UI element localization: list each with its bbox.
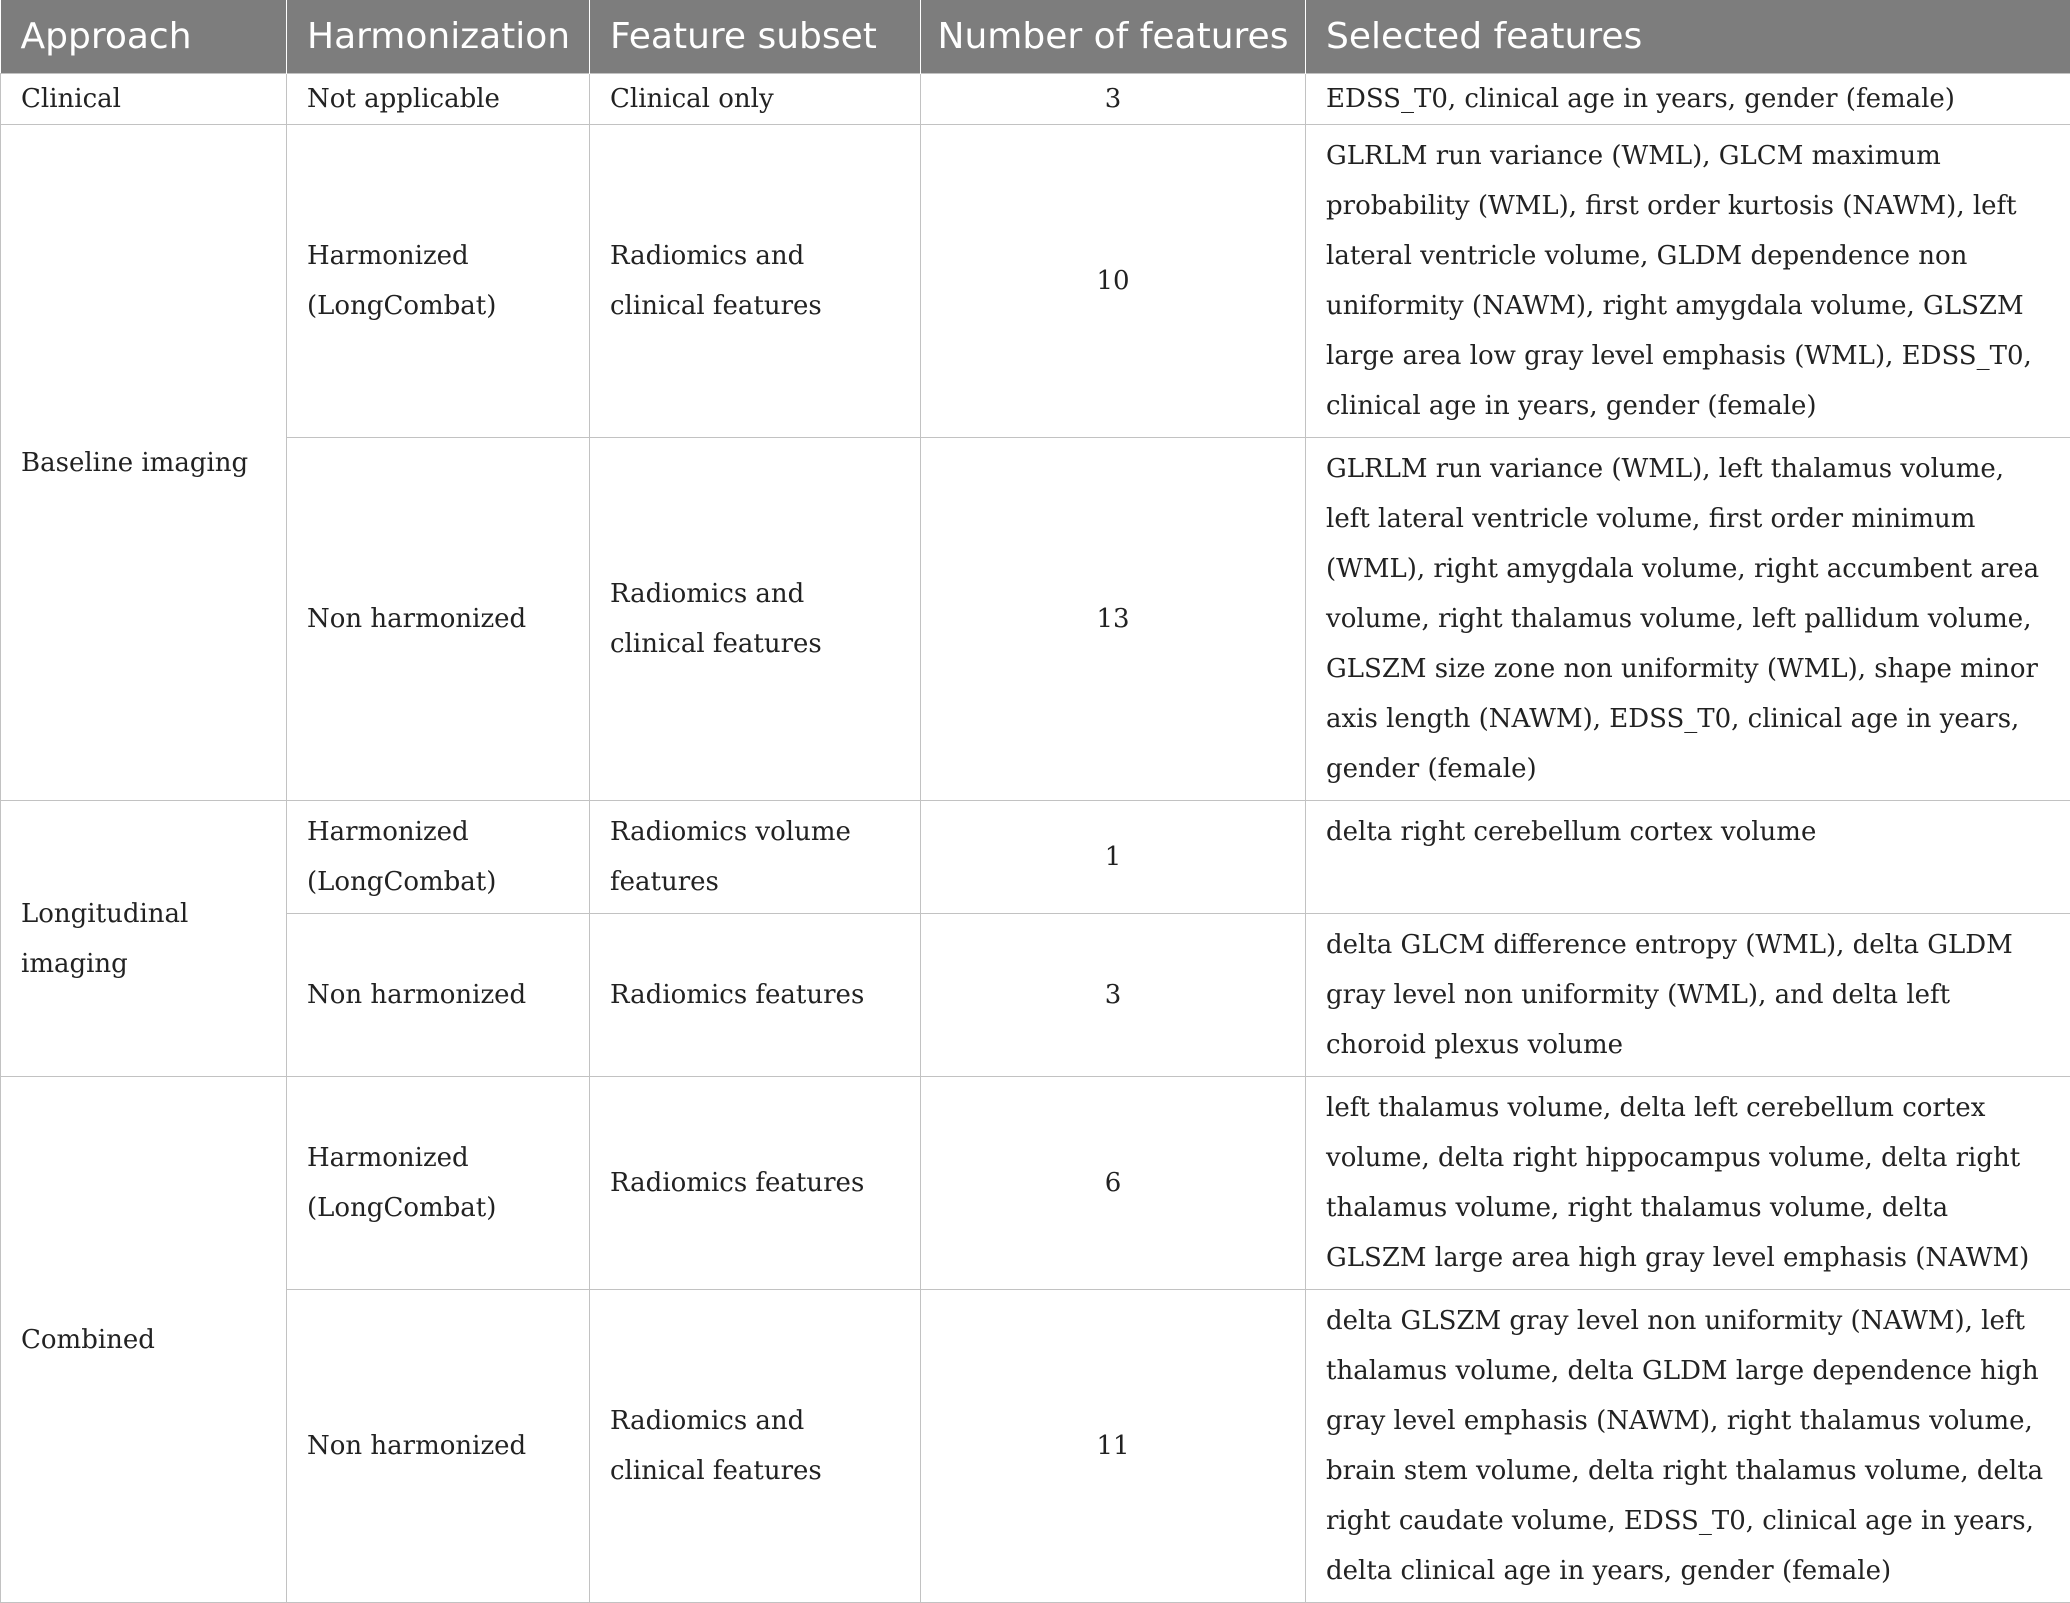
- table-row: [1, 438, 2070, 801]
- selected-features-cell: GLRLM run variance (WML), GLCM maximum probability (WML), first order kurtosis (NAWM), left lateral ventricle volume, GLDM dependence non uniformity (NAWM), right amygdala volume, GLSZM large area low gray level emphasis (WML), EDSS_T0, clinical age in years, gender (female): [1306, 125, 2070, 438]
- header-harmonization: Harmonization: [287, 0, 590, 74]
- approach-cell: Baseline imaging: [1, 125, 287, 801]
- header-selected-features: Selected features: [1306, 0, 2070, 74]
- selected-features-cell: delta GLCM difference entropy (WML), delta GLDM gray level non uniformity (WML), and delta left choroid plexus volume: [1306, 914, 2070, 1077]
- number-of-features-cell: 11: [921, 1290, 1306, 1603]
- approach-cell: Clinical: [1, 74, 287, 125]
- harmonization-cell: Non harmonized: [287, 438, 590, 801]
- harmonization-cell: Not applicable: [287, 74, 590, 125]
- feature-subset-cell: Radiomics and clinical features: [590, 1290, 921, 1603]
- table-row: [1, 74, 2070, 125]
- number-of-features-cell: 13: [921, 438, 1306, 801]
- feature-subset-cell: Radiomics features: [590, 1077, 921, 1290]
- number-of-features-cell: 1: [921, 801, 1306, 914]
- number-of-features-cell: 3: [921, 914, 1306, 1077]
- feature-subset-cell: Radiomics features: [590, 914, 921, 1077]
- approach-cell: Combined: [1, 1077, 287, 1603]
- header-feature-subset: Feature subset: [590, 0, 921, 74]
- selected-features-cell: EDSS_T0, clinical age in years, gender (female): [1306, 74, 2070, 125]
- selected-features-cell: GLRLM run variance (WML), left thalamus volume, left lateral ventricle volume, first order minimum (WML), right amygdala volume, right accumbent area volume, right thalamus volume, left pallidum volume, GLSZM size zone non uniformity (WML), shape minor axis length (NAWM), EDSS_T0, clinical age in years, gender (female): [1306, 438, 2070, 801]
- selected-features-cell: delta right cerebellum cortex volume: [1306, 801, 2070, 914]
- selected-features-cell: delta GLSZM gray level non uniformity (NAWM), left thalamus volume, delta GLDM large dependence high gray level emphasis (NAWM), right thalamus volume, brain stem volume, delta right thalamus volume, delta right caudate volume, EDSS_T0, clinical age in years, delta clinical age in years, gender (female): [1306, 1290, 2070, 1603]
- approach-cell: Longitudinal imaging: [1, 801, 287, 1077]
- feature-subset-cell: Radiomics and clinical features: [590, 125, 921, 438]
- selected-features-cell: left thalamus volume, delta left cerebellum cortex volume, delta right hippocampus volume, delta right thalamus volume, right thalamus volume, delta GLSZM large area high gray level emphasis (NAWM): [1306, 1077, 2070, 1290]
- table-row: [1, 1290, 2070, 1603]
- harmonization-cell: Non harmonized: [287, 1290, 590, 1603]
- harmonization-cell: Harmonized (LongCombat): [287, 1077, 590, 1290]
- harmonization-cell: Non harmonized: [287, 914, 590, 1077]
- header-approach: Approach: [1, 0, 287, 74]
- feature-subset-cell: Clinical only: [590, 74, 921, 125]
- table-row: [1, 801, 2070, 914]
- table-row: [1, 125, 2070, 438]
- feature-subset-cell: Radiomics volume features: [590, 801, 921, 914]
- harmonization-cell: Harmonized (LongCombat): [287, 125, 590, 438]
- feature-subset-cell: Radiomics and clinical features: [590, 438, 921, 801]
- harmonization-cell: Harmonized (LongCombat): [287, 801, 590, 914]
- number-of-features-cell: 3: [921, 74, 1306, 125]
- number-of-features-cell: 10: [921, 125, 1306, 438]
- table-row: [1, 1077, 2070, 1290]
- number-of-features-cell: 6: [921, 1077, 1306, 1290]
- header-row: [1, 0, 2070, 74]
- table-row: [1, 914, 2070, 1077]
- header-number-of-features: Number of features: [921, 0, 1306, 74]
